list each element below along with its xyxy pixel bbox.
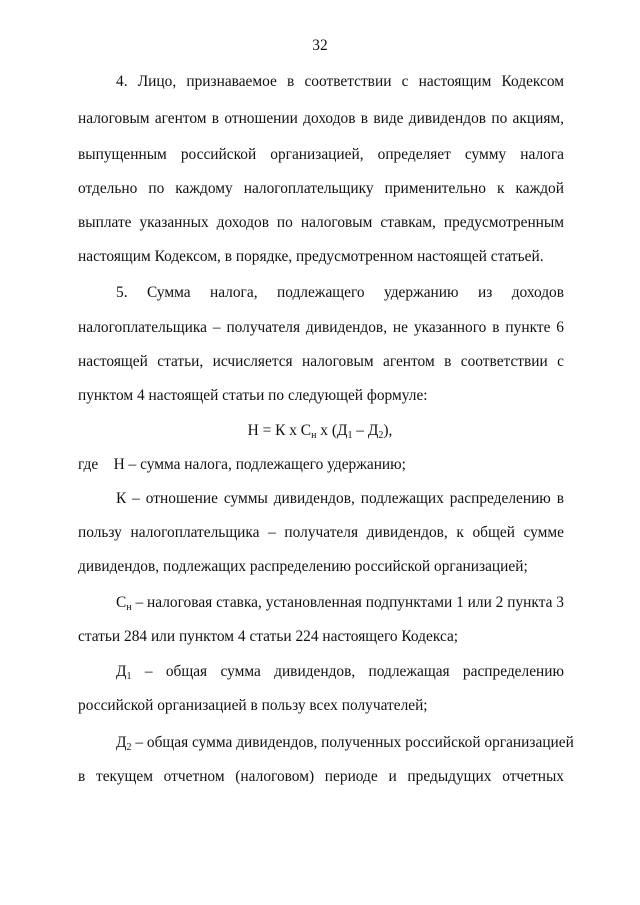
cn-definition-line-2: статьи 284 или пунктом 4 статьи 224 настоящего Кодекса; bbox=[78, 628, 459, 645]
d1-definition-line-2: российской организацией в пользу всех получателей; bbox=[78, 697, 428, 714]
paragraph-4-line-2: налоговым агентом в отношении доходов в виде дивидендов по акциям, bbox=[78, 110, 564, 127]
cn-definition-line-1: Сн – налоговая ставка, установленная подпунктами 1 или 2 пункта 3 bbox=[116, 594, 564, 613]
tax-formula: Н = К х Сн х (Д1 – Д2), bbox=[247, 422, 393, 441]
paragraph-4-line-4: отдельно по каждому налогоплательщику применительно к каждой bbox=[78, 180, 564, 197]
paragraph-5-line-3: настоящей статьи, исчисляется налоговым агентом в соответствии с bbox=[78, 353, 564, 370]
k-definition-line-1: К – отношение суммы дивидендов, подлежащих распределению в bbox=[116, 490, 564, 507]
paragraph-4-line-6: настоящим Кодексом, в порядке, предусмотренном настоящей статьей. bbox=[78, 248, 544, 265]
paragraph-4-line-1: 4. Лицо, признаваемое в соответствии с настоящим Кодексом bbox=[116, 73, 564, 90]
paragraph-5-line-2: налогоплательщика – получателя дивидендов, не указанного в пункте 6 bbox=[78, 319, 564, 336]
paragraph-5-line-1: 5. Сумма налога, подлежащего удержанию из доходов bbox=[116, 284, 564, 301]
page-number: 32 bbox=[312, 37, 328, 54]
d2-definition-line-2: в текущем отчетном (налоговом) периоде и предыдущих отчетных bbox=[78, 768, 564, 785]
paragraph-4-line-3: выпущенным российской организацией, определяет сумму налога bbox=[78, 146, 564, 163]
paragraph-4-line-5: выплате указанных доходов по налоговым ставкам, предусмотренным bbox=[78, 214, 564, 231]
paragraph-5-line-4: пунктом 4 настоящей статьи по следующей формуле: bbox=[78, 387, 428, 404]
d1-definition-line-1: Д1 – общая сумма дивидендов, подлежащая распределению bbox=[116, 663, 564, 682]
where-definition: где Н – сумма налога, подлежащего удержанию; bbox=[78, 456, 406, 473]
k-definition-line-3: дивидендов, подлежащих распределению российской организацией; bbox=[78, 558, 528, 575]
d2-definition-line-1: Д2 – общая сумма дивидендов, полученных российской организацией bbox=[116, 734, 574, 753]
k-definition-line-2: пользу налогоплательщика – получателя дивидендов, к общей сумме bbox=[78, 524, 564, 541]
